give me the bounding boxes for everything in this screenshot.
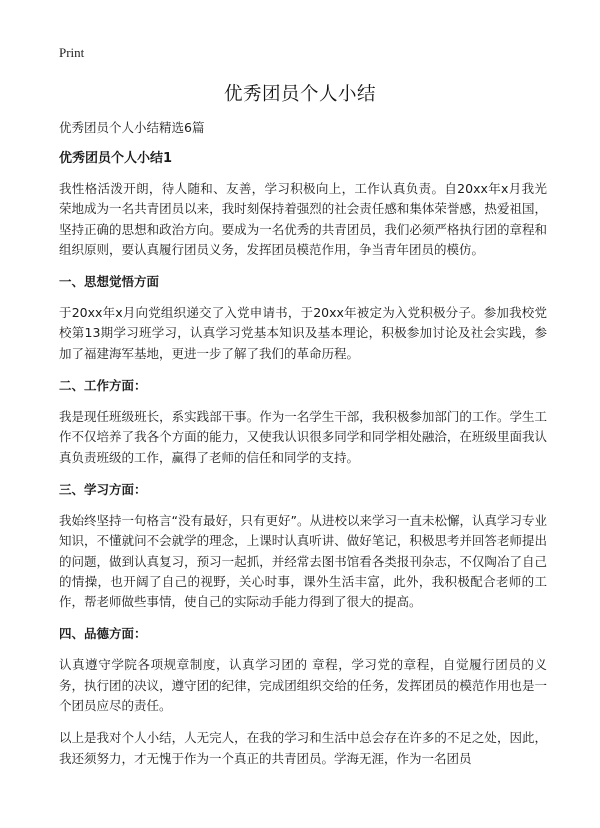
- closing-paragraph: 以上是我对个人小结，人无完人，在我的学习和生活中总会存在许多的不足之处，因此，我还须努力，才无愧于作为一个真正的共青团员。学海无涯，作为一名团员: [59, 730, 547, 766]
- paragraph-morality: 认真遵守学院各项规章制度，认真学习团的 章程，学习党的章程，自觉履行团员的义务，执行团的决议，遵守团的纪律，完成团组织交给的任务，发挥团员的模范作用也是一个团员应尽的责任。: [59, 657, 547, 714]
- intro-paragraph: 我性格活泼开朗，待人随和、友善，学习积极向上，工作认真负责。自20xx年x月我光荣地成为一名共青团员以来，我时刻保持着强烈的社会责任感和集体荣誉感，热爱祖国，坚持正确的思想和政治方向。要成为一名优秀的共青团员，我们必须严格执行团的章程和组织原则，要认真履行团员义务，发挥团员模范作用，争当青年团员的模仿。: [59, 181, 547, 257]
- print-link[interactable]: Print: [59, 45, 85, 60]
- heading-thought: 一、思想觉悟方面: [59, 274, 160, 290]
- document-subtitle: 优秀团员个人小结精选6篇: [59, 120, 205, 135]
- document-body: [59, 118, 547, 781]
- document-title: 优秀团员个人小结: [223, 84, 376, 105]
- paragraph-thought: 于20xx年x月向党组织递交了入党申请书，于20xx年被定为入党积极分子。参加我校党校第13期学习班学习，认真学习党基本知识及基本理论，积极参加讨论及社会实践，参加了福建海军基地，更进一步了解了我们的革命历程。: [59, 305, 547, 361]
- heading-study: 三、学习方面：: [59, 481, 147, 497]
- heading-work: 二、工作方面：: [59, 378, 147, 394]
- paragraph-work: 我是现任班级班长，系实践部干事。作为一名学生干部，我积极参加部门的工作。学生工作不仅培养了我各个方面的能力，又使我认识很多同学和同学相处融洽，在班级里面我认真负责班级的工作，赢得了老师的信任和同学的支持。: [59, 409, 547, 465]
- heading-morality: 四、品德方面：: [59, 626, 147, 642]
- section-title: 优秀团员个人小结1: [59, 151, 173, 166]
- paragraph-study: 我始终坚持一句格言“没有最好，只有更好”。从进校以来学习一直未松懈，认真学习专业知识，不懂就问不会就学的理念，上课时认真听讲、做好笔记，积极思考并回答老师提出的问题，做到认真复习，预习一起抓，并经常去图书馆看各类报刊杂志，不仅陶冶了自己的情操，也开阔了自己的视野，关心时事，课外生活丰富，此外，我积极配合老师的工作，帮老师做些事情，使自己的实际动手能力得到了很大的提高。: [59, 512, 547, 610]
